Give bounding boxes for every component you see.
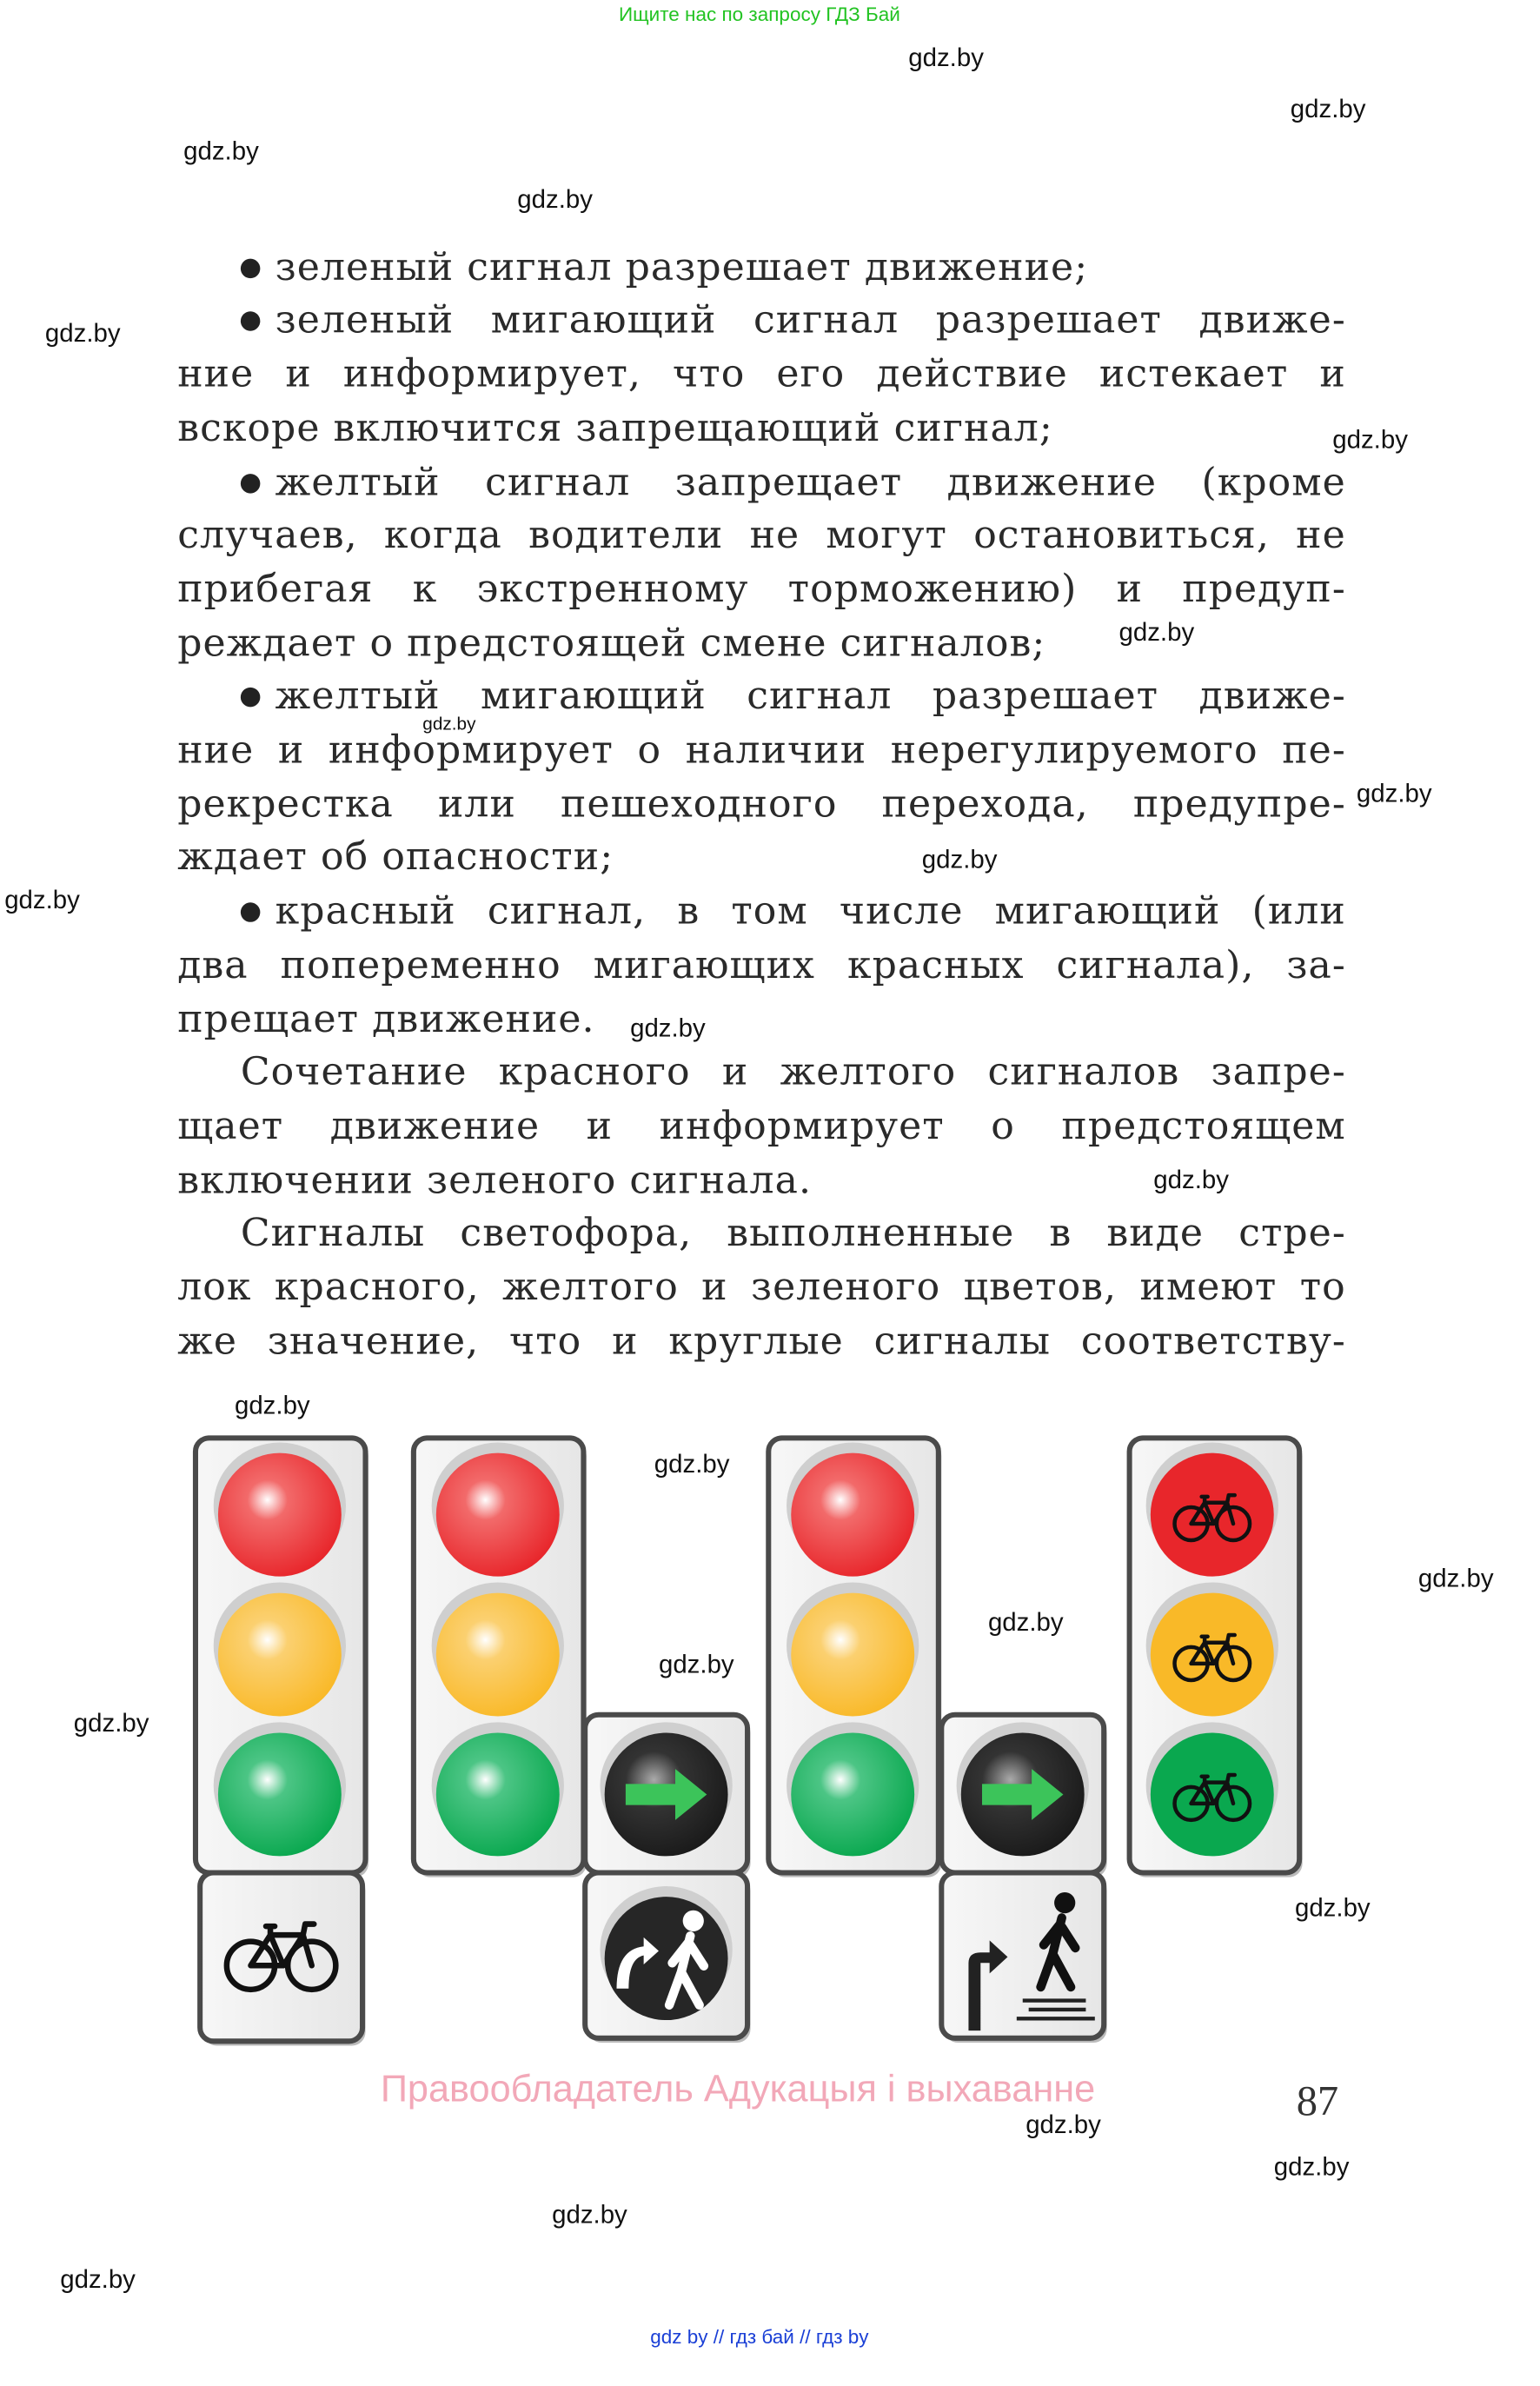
line-text: Сочетание красного и желтого сигналов запре- [240, 1049, 1346, 1095]
bullet-icon [241, 259, 260, 278]
line-text: желтый мигающий сигнал разрешает движе- [275, 674, 1346, 720]
line-text: ние и информирует, что его действие истекает и [177, 351, 1346, 397]
pedestrian-panel-2 [941, 1872, 1104, 2037]
watermark-text: gdz.by [908, 43, 984, 73]
text-line [177, 993, 1346, 1047]
yellow-lamp [218, 1593, 342, 1717]
bullet-line [241, 293, 1346, 347]
bullet-icon [241, 311, 260, 330]
line-text: желтый сигнал запрещает движение (кроме [275, 460, 1346, 506]
line-text: щает движение и информирует о предстоящем [177, 1104, 1346, 1150]
watermark-text: gdz.by [60, 2265, 136, 2295]
watermark-text: gdz.by [630, 1014, 706, 1043]
text-line [241, 1206, 1346, 1260]
page-number: 87 [1296, 2078, 1339, 2126]
line-text: же значение, что и круглые сигналы соответству- [177, 1319, 1346, 1365]
head [1054, 1892, 1075, 1913]
line-text: прибегая к экстренному торможению) и предуп- [177, 567, 1346, 613]
watermark-text: gdz.by [987, 1607, 1064, 1637]
text-line [177, 778, 1346, 832]
watermark-text: gdz.by [44, 318, 121, 348]
red-bicycle-lamp [1151, 1453, 1274, 1577]
line-text: прещает движение. [177, 997, 595, 1043]
yellow-lamp [791, 1593, 914, 1717]
watermark-text: gdz.by [1356, 779, 1432, 808]
text-line [177, 939, 1346, 993]
text-line [177, 562, 1346, 616]
watermark-text: gdz.by [654, 1450, 730, 1479]
traffic-lights-figure [0, 1414, 1540, 2061]
line-text: ждает об опасности; [177, 834, 614, 881]
text-line [177, 1260, 1346, 1314]
text-line [241, 1046, 1346, 1100]
red-lamp [218, 1453, 342, 1577]
green-bicycle-lamp [1151, 1733, 1274, 1857]
watermark-text: gdz.by [552, 2200, 627, 2230]
watermark-text: gdz.by [1417, 1564, 1494, 1593]
watermark-text: gdz.by [183, 136, 259, 166]
green-lamp [791, 1733, 914, 1857]
watermark-text: gdz.by [658, 1650, 734, 1679]
line-text: зеленый мигающий сигнал разрешает движе- [275, 297, 1346, 343]
site-footer-links[interactable]: gdz by // гдз бай // гдз by [650, 2325, 869, 2349]
bullet-line [241, 241, 1346, 295]
watermark-text: gdz.by [4, 886, 80, 915]
head [683, 1911, 704, 1931]
watermark-text: gdz.by [1026, 2110, 1101, 2139]
yellow-bicycle-lamp [1151, 1593, 1274, 1717]
bullet-line [241, 455, 1346, 509]
watermark-text: gdz.by [1294, 1893, 1371, 1923]
text-line [177, 723, 1346, 777]
watermark-text: gdz.by [921, 845, 998, 874]
line-text: включении зеленого сигнала. [177, 1158, 813, 1204]
green-lamp [436, 1733, 560, 1857]
red-lamp [436, 1453, 560, 1577]
text-line [177, 508, 1346, 562]
text-line [177, 1100, 1346, 1153]
green-lamp [218, 1733, 342, 1857]
bullet-line [241, 669, 1346, 723]
line-text: зеленый сигнал разрешает движение; [275, 245, 1089, 290]
line-text: рекрестка или пешеходного перехода, предупре- [177, 781, 1346, 827]
text-line [177, 830, 1346, 884]
line-text: лок красного, желтого и зеленого цветов, имеют то [177, 1265, 1346, 1311]
watermark-text: gdz.by [1273, 2152, 1350, 2182]
red-lamp [791, 1453, 914, 1577]
watermark-text: gdz.by [1332, 425, 1408, 455]
watermark-text: gdz.by [234, 1391, 310, 1420]
line-text: реждает о предстоящей смене сигналов; [177, 621, 1046, 667]
line-text: ние и информирует о наличии нерегулируемого пе- [177, 728, 1346, 774]
search-hint-header: Ищите нас по запросу ГДЗ Бай [618, 3, 900, 26]
text-line [177, 402, 1346, 455]
watermark-text: gdz.by [422, 713, 476, 734]
watermark-text: gdz.by [73, 1708, 149, 1738]
line-text: два попеременно мигающих красных сигнала), за- [177, 943, 1346, 988]
line-text: случаев, когда водители не могут остановиться, не [177, 513, 1346, 559]
copyright-notice: Правообладатель Адукацыя і выхаванне [380, 2068, 1096, 2110]
yellow-lamp [436, 1593, 560, 1717]
line-text: красный сигнал, в том числе мигающий (или [275, 888, 1346, 934]
watermark-text: gdz.by [1118, 618, 1195, 648]
text-line [177, 348, 1346, 402]
watermark-text: gdz.by [1153, 1166, 1229, 1195]
text-line [177, 1314, 1346, 1368]
bullet-icon [241, 688, 260, 707]
watermark-text: gdz.by [517, 184, 593, 214]
line-text: вскоре включится запрещающий сигнал; [177, 406, 1053, 452]
bullet-icon [241, 902, 260, 921]
bullet-line [241, 885, 1346, 939]
bullet-icon [241, 474, 260, 493]
watermark-text: gdz.by [1290, 95, 1366, 123]
line-text: Сигналы светофора, выполненные в виде стре- [240, 1211, 1346, 1256]
